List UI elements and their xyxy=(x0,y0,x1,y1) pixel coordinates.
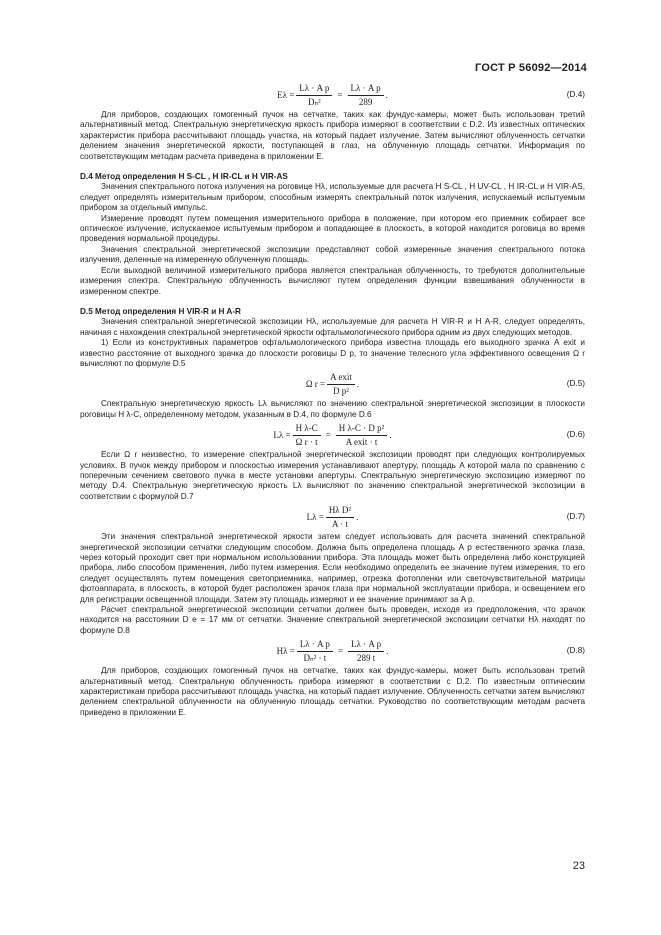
eq-d4-equals: = xyxy=(337,89,343,100)
equation-d5 xyxy=(80,372,585,396)
eq-d5-lhs: Ω r = xyxy=(305,379,326,390)
eq-d8-f1-denominator: Dₙ² · t xyxy=(303,652,327,663)
eq-d6-equals: = xyxy=(325,429,331,440)
eq-d8-number: (D.8) xyxy=(566,646,585,656)
eq-d6-f1-denominator: Ω r · t xyxy=(295,436,318,447)
paragraph-d5-2: 1) Если из конструктивных параметров офтальмологического прибора известна площадь его выходного зрачка A exit и известно расстояние от выходного зрачка до плоскости роговицы D p, то значение телесного угла эффективного освещения Ω r вычисляют по формуле D.5 xyxy=(80,338,585,368)
eq-d7-tail: . xyxy=(356,511,359,522)
document-body xyxy=(80,80,585,718)
eq-d4-fraction-2 xyxy=(348,83,384,107)
eq-d8-tail: . xyxy=(386,646,389,657)
page-number: 23 xyxy=(572,860,585,872)
eq-d8-lhs: Hλ = xyxy=(276,646,295,657)
eq-d5-tail: . xyxy=(356,379,360,390)
paragraph-d4-2: Измерение проводят путем помещения измерительного прибора в положение, при котором его приемник собирает все оптическое излучение, испускаемое испытуемым прибором и попадающее в плоскость, в которой находится роговица во время проведения нормальной процедуры. xyxy=(80,213,585,244)
eq-d6-lhs: Lλ = xyxy=(273,429,291,440)
standard-header: ГОСТ Р 56092—2014 xyxy=(475,62,587,74)
paragraph-alternative-method: Для приборов, создающих гомогенный пучок на сетчатке, таких как фундус-камеры, может быть использован третий альтернативный метод. Спектральную облученность прибора измеряют в соответствии с D.2. По известным оптическим характеристикам прибора рассчитывают площадь участка, на который падает излучение. Облученность сетчатки затем вычисляют делением спектральной облученности на облученную площадь сетчатки. Руководство по соответствующим методам расчета приведено в приложении Е. xyxy=(80,666,585,717)
eq-d7-denominator: A · t xyxy=(331,518,348,529)
equation-d7 xyxy=(80,505,585,529)
eq-d4-f2-numerator: Lλ · A p xyxy=(348,83,384,95)
eq-d8-f2-numerator: Lλ · A p xyxy=(348,639,384,651)
paragraph-d5-3: Спектральную энергетическую яркость Lλ вычисляют по значению спектральной энергетической экспозиции в плоскости роговицы H λ-C, определенному методом, указанным в D.4, по формуле D.6 xyxy=(80,399,585,419)
eq-d4-fraction-1 xyxy=(296,83,332,107)
paragraph-d5-4: Если Ω r неизвестно, то измерение спектральной энергетической экспозиции проводят при следующих контролируемых условиях. В пучок между прибором и плоскостью измерения устанавливают апертуру, площадь A которой мала по сравнению с поперечным сечением светового пучка в месте установки апертуры. Спектральную энергетическую экспозицию измеряют по методу D.4. Спектральную энергетическую яркость Lλ вычисляют по значению спектральной энергетической экспозиции в соответствии с формулой D.7 xyxy=(80,450,585,501)
eq-d6-f2-denominator: A exit · t xyxy=(345,436,378,447)
eq-d7-numerator: Hλ D² xyxy=(326,505,354,517)
section-d4-title: D.4 Метод определения H S-CL , H IR-CL и H VIR-AS xyxy=(80,172,288,182)
equation-d8 xyxy=(80,639,585,663)
eq-d5-denominator: D p² xyxy=(333,385,349,396)
eq-d7-number: (D.7) xyxy=(566,511,585,521)
eq-d8-fraction-1 xyxy=(297,639,333,663)
eq-d8-f1-numerator: Lλ · A p xyxy=(297,639,333,651)
eq-d7-fraction xyxy=(326,505,354,529)
eq-d6-fraction-1 xyxy=(293,423,321,447)
equation-d6 xyxy=(80,423,585,447)
eq-d7-lhs: Lλ = xyxy=(306,511,324,522)
eq-d5-number: (D.5) xyxy=(566,379,585,389)
eq-d6-f2-numerator: H λ-C · D p² xyxy=(336,423,388,435)
eq-d4-f2-denominator: 289 xyxy=(358,96,373,107)
eq-d4-tail: . xyxy=(385,89,388,100)
paragraph-d5-1: Значения спектральной энергетической экспозиции Hλ, используемые для расчета H VIR-R и H A-R, следует определять, начиная с нахождения спектральной энергетической яркости офтальмологического прибора одним из двух следующих методов. xyxy=(80,317,585,337)
eq-d6-f1-numerator: H λ-C xyxy=(293,423,321,435)
paragraph-d4-4: Если выходной величиной измерительного прибора является спектральная облученность, то требуются дополнительные измерения спектра. Спектральную облученность вычисляют путем определения функции взвешивания облученности в измеренном спектре. xyxy=(80,265,585,296)
eq-d5-numerator: A exit xyxy=(327,372,355,384)
equation-d4 xyxy=(80,83,585,107)
eq-d8-equals: = xyxy=(337,646,344,657)
eq-d4-f1-denominator: Dₙ² xyxy=(307,96,321,107)
paragraph-d5-5: Эти значения спектральной энергетической яркости затем следует использовать для расчета значений спектральной энергетической экспозиции сетчатки следующим способом. Должна быть определена площадь A p естественного зрачка глаза, через который проходит свет при нормальном использовании прибора. Эта площадь может быть определена либо конструкцией прибора, либо способом применения, либо путем измерения. Если необходимо определить ее значение путем измерения, то его следует осуществлять путем помещения светоприемника, например, отрезка фотопленки или светочувствительной матрицы фотоаппарата, в плоскость, в которой будет расположен зрачок глаза при нормальной эксплуатации прибора, и освещением его для регистрации освещенной площади. Затем эту площадь измеряют и ее значение принимают за A p. xyxy=(80,532,585,604)
eq-d4-f1-numerator: Lλ · A p xyxy=(296,83,332,95)
eq-d4-lhs: Eλ = xyxy=(277,89,295,100)
paragraph-d5-6: Расчет спектральной энергетической экспозиции сетчатки должен быть проведен, исходя из предположения, что зрачок находится на расстоянии D e = 17 мм от сетчатки. Значение спектральной энергетической экспозиции сетчатки Hλ находят по формуле D.8 xyxy=(80,605,585,635)
paragraph-d4-3: Значения спектральной энергетической экспозиции представляют собой измеренные значения спектрального потока излучения, деленные на измеренную облученную площадь. xyxy=(80,244,585,265)
paragraph-third-method: Для приборов, создающих гомогенный пучок на сетчатке, таких как фундус-камеры, может быть использован третий альтернативный метод. Спектральную энергетическую яркость прибора измеряют в соответствии с D.2. Из известных оптических характеристик прибора рассчитывают площадь участка, на который падает излучение. Затем вычисляют облученность сетчатки делением значения энергетической яркости, поступающей в глаз, на облученную площадь сетчатки. Информация по соответствующим методам расчета приведена в приложении Е. xyxy=(80,110,585,161)
section-d5-title: D.5 Метод определения H VIR-R и H A-R xyxy=(80,306,241,316)
eq-d8-f2-denominator: 289 t xyxy=(356,652,376,663)
eq-d6-tail: . xyxy=(389,429,392,440)
paragraph-d4-1: Значения спектрального потока излучения на роговице Hλ, используемые для расчета H S-CL , H UV-CL , H IR-CL и H VIR-AS, следует определять измерительным прибором, способным измерять спектральный поток излучения, испускаемый испытуемым прибором за отдельный импульс. xyxy=(80,182,585,213)
eq-d5-fraction xyxy=(327,372,355,396)
eq-d6-fraction-2 xyxy=(336,423,388,447)
eq-d6-number: (D.6) xyxy=(566,429,585,439)
eq-d8-fraction-2 xyxy=(348,639,384,663)
eq-d4-number: (D.4) xyxy=(566,89,585,99)
